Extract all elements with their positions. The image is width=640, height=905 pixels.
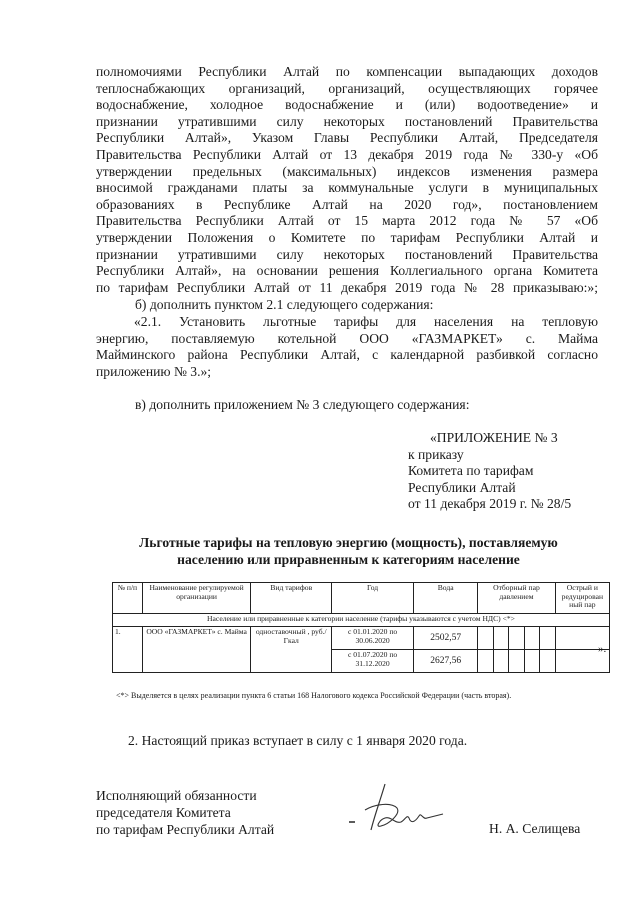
intro-line: Республики Алтай», Указом Главы Республики Алтай, Председателя bbox=[96, 130, 598, 146]
empty-cell bbox=[524, 650, 539, 673]
header-type: Вид тарифов bbox=[251, 583, 332, 614]
header-steam-selected: Отборный пар давлением bbox=[478, 583, 555, 614]
empty-cell bbox=[509, 627, 524, 650]
empty-cell bbox=[540, 650, 555, 673]
quote-line: приложению № 3.»; bbox=[96, 363, 212, 379]
closing-quote-mark: ». bbox=[598, 643, 607, 655]
header-org: Наименование регулируемой организации bbox=[142, 583, 250, 614]
appendix-line: Республики Алтай bbox=[408, 479, 516, 495]
footnote bbox=[96, 690, 606, 701]
appendix-line: к приказу bbox=[408, 446, 464, 462]
header-steam-sharp: Острый и редуцирован ный пар bbox=[555, 583, 609, 614]
row-value: 2502,57 bbox=[414, 627, 478, 650]
table-category-row bbox=[113, 614, 610, 627]
position-line: Исполняющий обязанности bbox=[96, 788, 257, 803]
order-paragraph: 2. Настоящий приказ вступает в силу с 1 января 2020 года. bbox=[128, 733, 468, 748]
empty-cell bbox=[478, 650, 493, 673]
intro-line: вносимой гражданами платы за коммунальные услуги в муниципальных bbox=[96, 180, 598, 196]
row-org: ООО «ГАЗМАРКЕТ» с. Майма bbox=[142, 627, 250, 673]
quote-line: «2.1. Установить льготные тарифы для населения на тепловую bbox=[134, 314, 598, 329]
position-line: по тарифам Республики Алтай bbox=[96, 822, 275, 837]
footnote-text: <*> Выделяется в целях реализации пункта 6 статьи 168 Налогового кодекса Российской Федерации (часть вторая). bbox=[116, 691, 512, 700]
handwritten-signature bbox=[345, 780, 445, 836]
intro-line: признании утратившими силу некоторых постановлений Правительства bbox=[96, 113, 598, 129]
table-title-line: Льготные тарифы на тепловую энергию (мощность), поставляемую bbox=[139, 535, 558, 550]
intro-line: водоснабжение, холодное водоснабжение и (или) водоотведение» и bbox=[96, 97, 598, 113]
signatory-name: Н. А. Селищева bbox=[489, 821, 581, 836]
row-value: 2627,56 bbox=[414, 650, 478, 673]
intro-line: образованиях в Республике Алтай на 2020 год», постановлением bbox=[96, 196, 598, 212]
table-title-line: населению или приравненным к категориям население bbox=[177, 552, 520, 567]
intro-line: Республики Алтай», на основании решения Коллегиального органа Комитета bbox=[96, 263, 598, 279]
table-title bbox=[96, 534, 601, 568]
intro-line: признании утратившими силу некоторых постановлений Правительства bbox=[96, 246, 598, 262]
empty-cell bbox=[493, 650, 508, 673]
empty-cell bbox=[509, 650, 524, 673]
signatory-position bbox=[96, 787, 274, 838]
empty-cell bbox=[478, 627, 493, 650]
row-type: одноставочный , руб./Гкал bbox=[251, 627, 332, 673]
header-water: Вода bbox=[414, 583, 478, 614]
tariff-table bbox=[112, 582, 610, 673]
intro-line: утверждении Положения о Комитете по тарифам Республики Алтай и bbox=[96, 229, 598, 245]
quote-paragraph bbox=[96, 314, 598, 380]
header-num: № п/п bbox=[113, 583, 143, 614]
intro-line: полномочиями Республики Алтай по компенсации выпадающих доходов bbox=[96, 64, 598, 79]
table-header-row bbox=[113, 583, 610, 614]
position-line: председателя Комитета bbox=[96, 805, 231, 820]
quote-line: Майминского района Республики Алтай, с календарной разбивкой согласно bbox=[96, 347, 598, 363]
item-b: б) дополнить пунктом 2.1 следующего содержания: bbox=[135, 297, 434, 312]
empty-cell bbox=[524, 627, 539, 650]
row-period: с 01.07.2020 по 31.12.2020 bbox=[332, 650, 414, 673]
category-cell: Население или приравненные к категории население (тарифы указываются с учетом НДС) <*> bbox=[113, 614, 610, 627]
appendix-line: от 11 декабря 2019 г. № 28/5 bbox=[408, 496, 572, 512]
table-row bbox=[113, 627, 610, 650]
header-year: Год bbox=[332, 583, 414, 614]
appendix-line: «ПРИЛОЖЕНИЕ № 3 bbox=[430, 430, 558, 445]
appendix-line: Комитета по тарифам bbox=[408, 463, 534, 479]
intro-line: Правительства Республики Алтай от 13 декабря 2019 года № 330-у «Об bbox=[96, 146, 598, 162]
appendix-header bbox=[408, 430, 571, 513]
intro-line: по тарифам Республики Алтай от 11 декабря 2019 года № 28 приказываю:»; bbox=[96, 279, 598, 295]
quote-line: энергию, поставляемую котельной ООО «ГАЗМАРКЕТ» с. Майма bbox=[96, 330, 598, 346]
row-period: с 01.01.2020 по 30.06.2020 bbox=[332, 627, 414, 650]
intro-line: утверждении предельных (максимальных) индексов изменения размера bbox=[96, 163, 598, 179]
intro-line: Правительства Республики Алтай от 15 марта 2012 года № 57 «Об bbox=[96, 213, 598, 229]
row-num: 1. bbox=[113, 627, 143, 673]
empty-cell bbox=[540, 627, 555, 650]
intro-line: теплоснабжающих организаций, организаций, осуществляющих горячее bbox=[96, 80, 598, 96]
intro-paragraph bbox=[96, 64, 598, 296]
empty-cell bbox=[493, 627, 508, 650]
item-v: в) дополнить приложением № 3 следующего содержания: bbox=[135, 397, 470, 412]
